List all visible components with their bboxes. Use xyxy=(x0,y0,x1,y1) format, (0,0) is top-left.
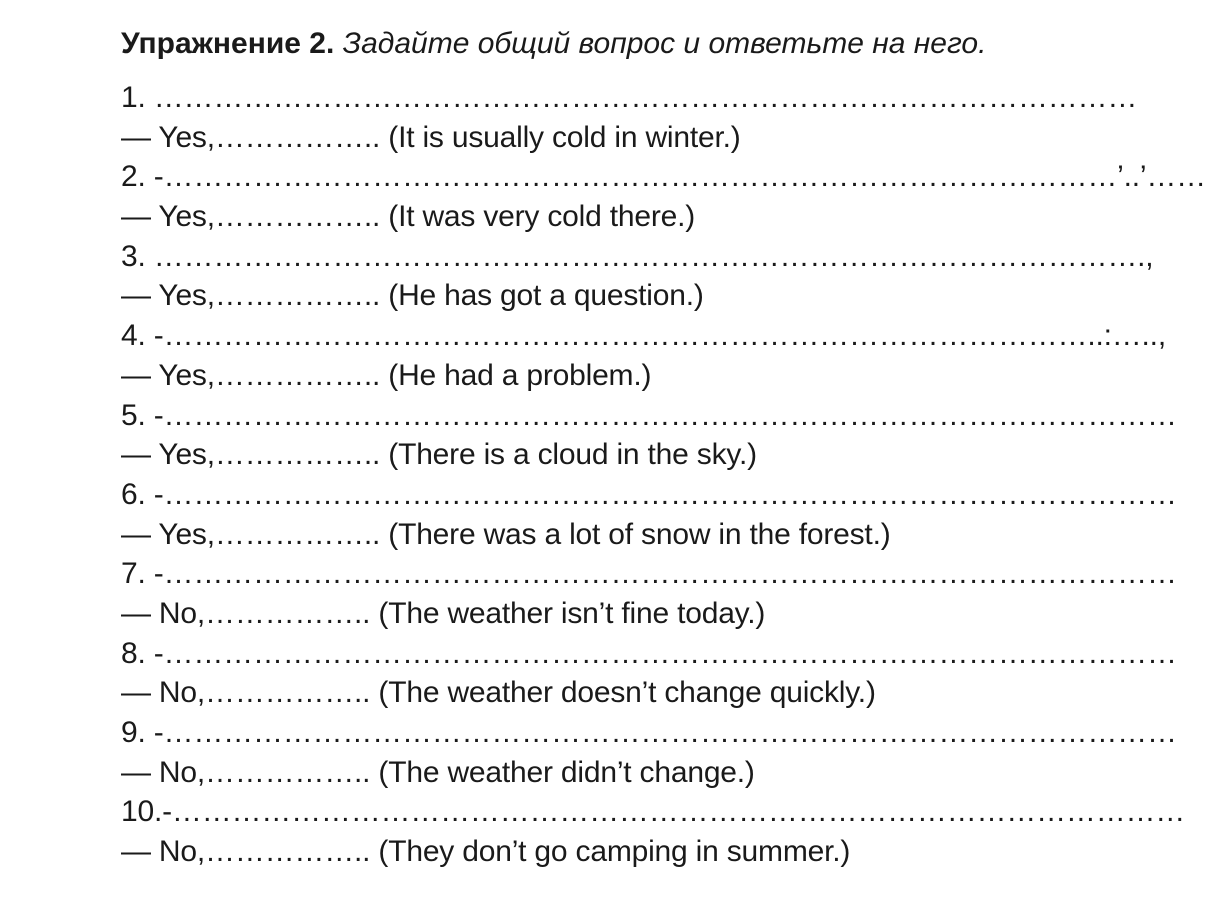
answer-line-8: — No,…………….. (The weather doesn’t change quickly.) xyxy=(121,676,876,710)
question-line-2: 2. -……………………………………………………………………………………’..’…… xyxy=(121,160,1206,194)
answer-line-6: — Yes,…………….. (There was a lot of snow in the forest.) xyxy=(121,517,891,551)
answer-line-4: — Yes,…………….. (He had a problem.) xyxy=(121,358,652,392)
exercise-title xyxy=(121,22,1021,66)
answer-line-5: — Yes,…………….. (There is a cloud in the sky.) xyxy=(121,438,757,472)
exercise-instruction: Задайте общий вопрос и ответьте на него. xyxy=(342,27,987,60)
question-line-8: 8. -………………………………………………………………………………………… xyxy=(121,636,1177,670)
question-line-7: 7. -………………………………………………………………………………………… xyxy=(121,557,1177,591)
question-line-10: 10.-………………………………………………………………………………………… xyxy=(121,795,1186,829)
exercise-sheet xyxy=(121,22,1206,872)
question-line-4: 4. -…………………………………………………………………………………..:….., xyxy=(121,319,1166,353)
question-line-1: 1. ……………………………………………………………………………………… xyxy=(121,81,1138,114)
question-line-9: 9. -………………………………………………………………………………………… xyxy=(121,716,1177,749)
answer-line-9: — No,…………….. (The weather didn’t change.) xyxy=(121,755,755,789)
question-line-3: 3. ………………………………………………………………………………………., xyxy=(121,239,1154,273)
exercise-items xyxy=(121,78,1206,872)
exercise-number: Упражнение 2. xyxy=(121,27,335,60)
question-line-5: 5. -………………………………………………………………………………………… xyxy=(121,398,1177,432)
answer-line-2: — Yes,…………….. (It was very cold there.) xyxy=(121,200,696,234)
answer-line-1: — Yes,…………….. (It is usually cold in winter.) xyxy=(121,120,741,154)
question-line-6: 6. -………………………………………………………………………………………… xyxy=(121,477,1177,511)
answer-line-3: — Yes,…………….. (He has got a question.) xyxy=(121,279,704,313)
answer-line-10: — No,…………….. (They don’t go camping in summer.) xyxy=(121,835,851,869)
answer-line-7: — No,…………….. (The weather isn’t fine today.) xyxy=(121,596,766,630)
